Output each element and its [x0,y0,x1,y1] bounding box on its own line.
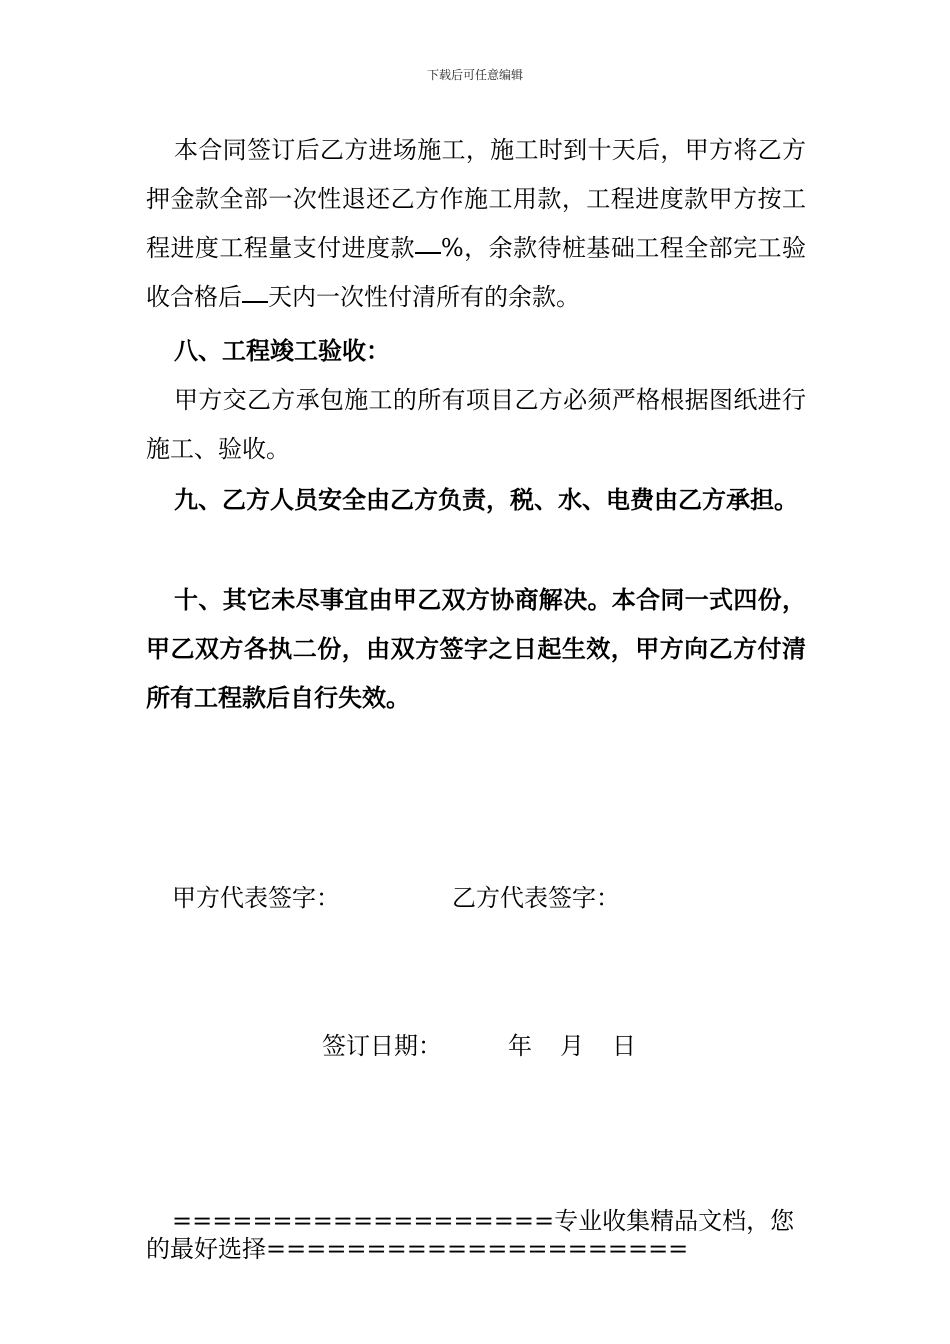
section-8-heading: 八、工程竣工验收： [174,336,390,365]
blank-days [242,301,268,303]
date-day: 日 [612,1032,636,1060]
party-b-signature-label: 乙方代表签字： [452,884,620,912]
section-10: 十、其它未尽事宜由甲乙双方协商解决。本合同一式四份，甲乙双方各执二份，由双方签字之日起生效，甲方向乙方付清所有工程款后自行失效。 [146,585,806,712]
page-header: 下载后可任意编辑 [426,68,523,82]
payment-text-b: %，余款待桩基础工程全部完工验收合格后 [146,234,806,311]
section-8-body: 甲方交乙方承包施工的所有项目乙方必须严格根据图纸进行施工、验收。 [146,386,806,463]
date-label: 签订日期： [322,1032,442,1060]
payment-text-a: 本合同签订后乙方进场施工，施工时到十天后，甲方将乙方押金款全部一次性退还乙方作施工用款，工程进度款甲方按工程进度工程量支付进度款 [146,136,806,262]
party-a-signature-label: 甲方代表签字： [172,884,340,912]
date-year: 年 [508,1032,532,1060]
page-footer: ===================专业收集精品文档，您的最好选择===================== [146,1207,795,1263]
payment-text-c: 天内一次性付清所有的余款。 [268,283,580,311]
date-month: 月 [560,1032,584,1060]
signing-date [322,1028,636,1064]
section-9: 九、乙方人员安全由乙方负责，税、水、电费由乙方承担。 [174,485,798,514]
paragraph-payment-terms [146,126,806,322]
blank-percentage [415,252,441,254]
